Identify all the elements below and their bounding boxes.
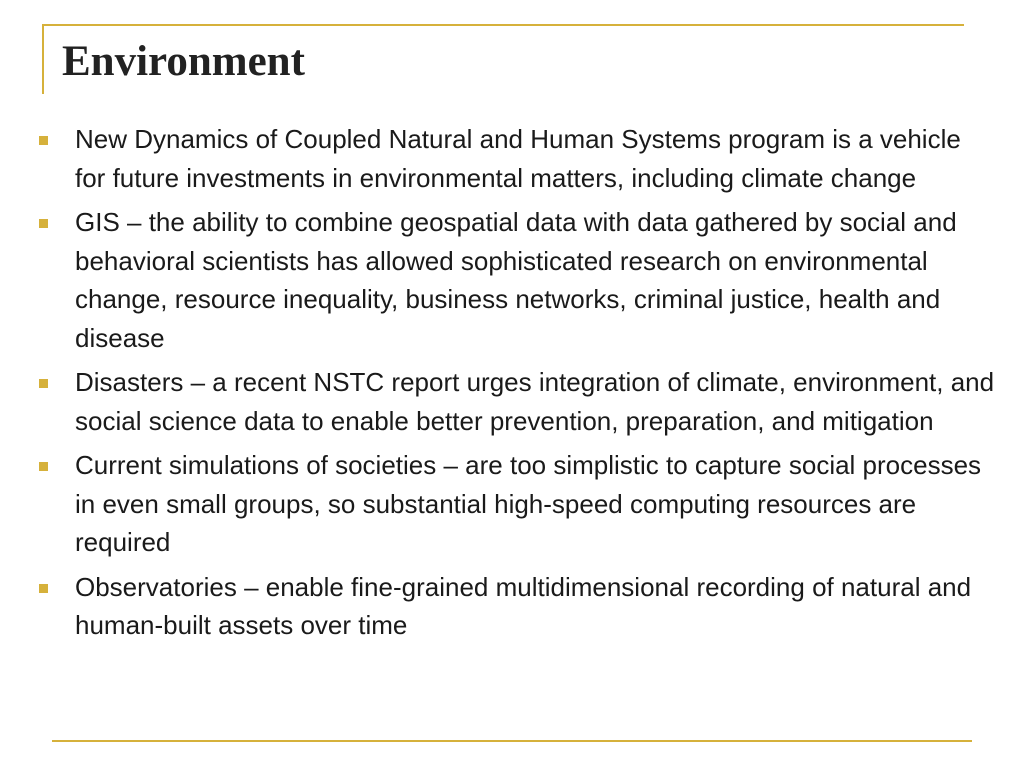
square-bullet-icon <box>39 584 48 593</box>
bullet-item <box>36 203 998 357</box>
bullet-list <box>36 120 998 651</box>
slide-title: Environment <box>62 38 305 85</box>
square-bullet-icon <box>39 136 48 145</box>
bullet-text: Current simulations of societies – are too simplistic to capture social processes in even small groups, so substantial high-speed computing resources are required <box>75 450 982 557</box>
bottom-rule <box>52 740 972 742</box>
bullet-text: Observatories – enable fine-grained multidimensional recording of natural and human-built assets over time <box>75 571 972 640</box>
bullet-text: New Dynamics of Coupled Natural and Human Systems program is a vehicle for future investments in environmental matters, including climate change <box>75 124 961 193</box>
left-rule <box>42 24 44 94</box>
bullet-text: Disasters – a recent NSTC report urges integration of climate, environment, and social science data to enable better prevention, preparation, and mitigation <box>75 367 995 436</box>
square-bullet-icon <box>39 379 48 388</box>
bullet-item <box>36 446 998 562</box>
square-bullet-icon <box>39 219 48 228</box>
bullet-item <box>36 568 998 645</box>
bullet-item <box>36 363 998 440</box>
bullet-text: GIS – the ability to combine geospatial data with data gathered by social and behavioral scientists has allowed sophisticated research on environmental change, resource inequality, business networks, criminal justice, health and disease <box>75 207 957 353</box>
square-bullet-icon <box>39 462 48 471</box>
top-rule <box>42 24 964 26</box>
bullet-item <box>36 120 998 197</box>
